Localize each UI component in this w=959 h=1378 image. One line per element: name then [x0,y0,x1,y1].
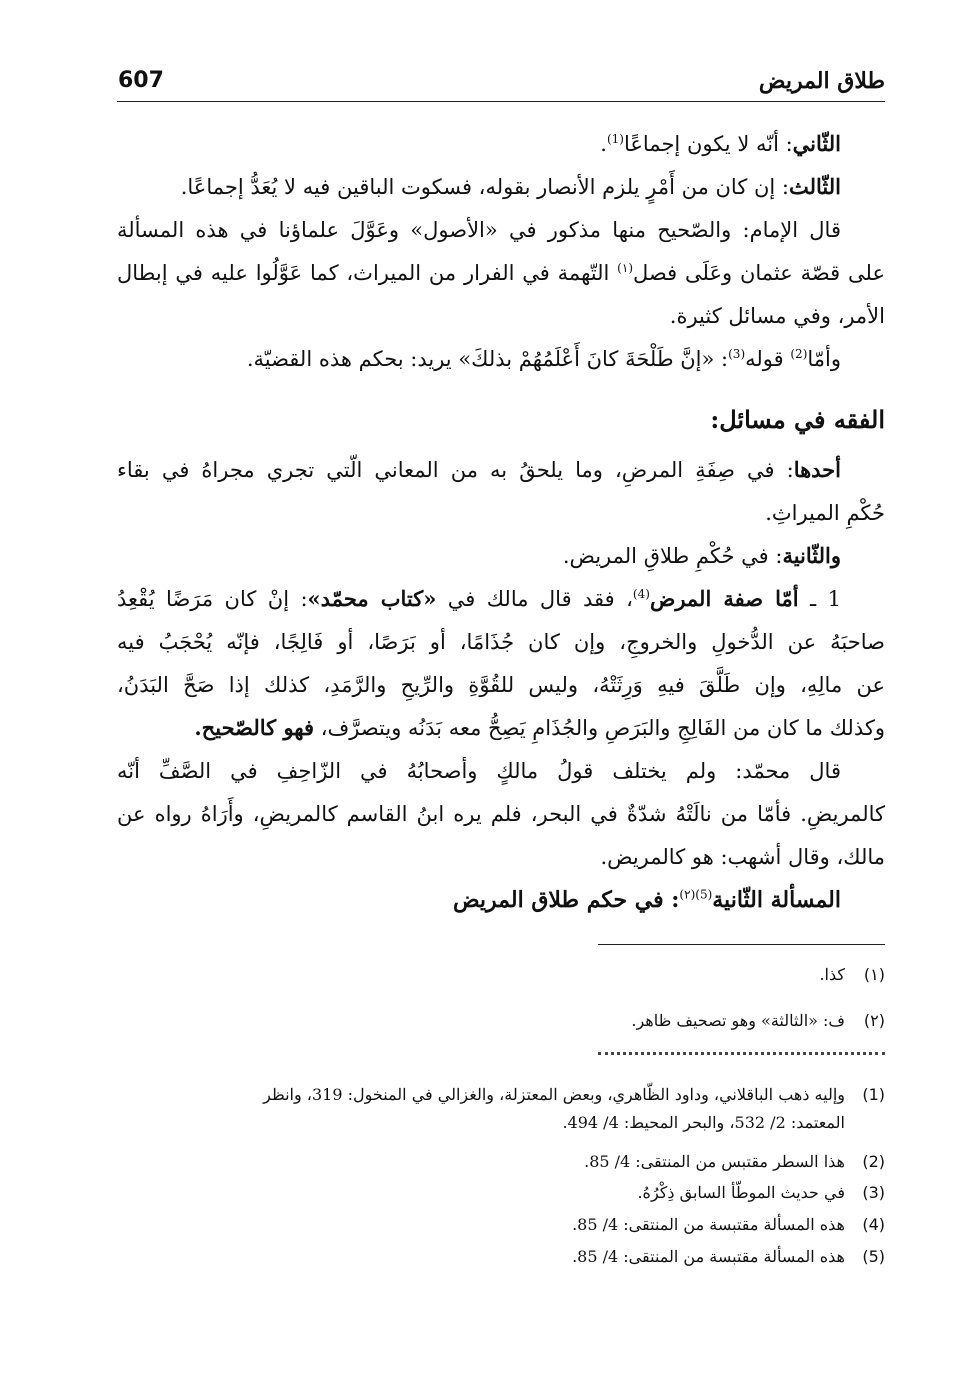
footnote-5: (5)هذه المسألة مقتبسة من المنتقى: 4/ 85. [572,1247,885,1266]
line-11: 1 ـ أمّا صفة المرض$^{(4)}$، فقد قال مالك في «كتاب محمّد»: إنْ كان مَرَضًا يُقْعِدُ [117,586,841,611]
line-09: حُكْمِ الميراثِ. [765,501,885,525]
line-12: صاحبَهُ عن الدُّخولِ والخروجِ، وإن كان جُذَامًا، أو بَرَصًا، أو فَالِجًا، فإنّه يُحْجَبُ فيه [117,630,885,654]
line-02: الثّالث: إن كان من أَمْرٍ يلزم الأنصار بقوله، فسكوت الباقين فيه لا يُعَدُّ إجماعًا. [180,174,841,199]
inner-footnote-2: (٢)ف: «الثالثة» وهو تصحيف ظاهر. [631,1011,885,1030]
section-heading: الفقه في مسائل: [710,405,885,434]
footnote-1: (1)وإليه ذهب الباقلاني، وداود الظّاهري، وبعض المعتزلة، والغزالي في المنخول: 319، وانظر [263,1085,885,1104]
footnote-2: (2)هذا السطر مقتبس من المنتقى: 4/ 85. [584,1152,885,1171]
line-06: وأمّا$^{(2)}$ قوله$^{(3)}$: «إنَّ طَلْحَةَ كانَ أَعْلَمُهُمْ بذلكَ» يريد: بحكم هذه القضيّة. [246,347,841,371]
line-05: الأمر، وفي مسائل كثيرة. [669,304,885,328]
footnote-separator [598,944,885,945]
running-head-title: طلاق المريض [758,68,885,94]
line-18: المسألة الثّانية$^{(5)(٢)}$: في حكم طلاق المريض [452,887,841,913]
line-03: قال الإمام: والصّحيح منها مذكور في «الأصول» وعَوَّلَ علماؤنا في هذه المسألة [117,218,841,242]
line-04: على قصّة عثمان وعَلَى فصل$^{(١)}$ التّهمة في الفرار من الميراث، كما عَوَّلُوا عليه في إبطال [117,261,885,285]
line-01: الثّاني: أنّه لا يكون إجماعًا$^{(1)}$. [600,131,841,156]
line-17: مالك، وقال أشهب: هو كالمريض. [600,845,885,869]
footnote-4: (4)هذه المسألة مقتبسة من المنتقى: 4/ 85. [572,1215,885,1234]
inner-footnote-1: (١)كذا. [819,965,885,984]
line-10: والثّانية: في حُكْمِ طلاقِ المريض. [562,543,841,568]
line-08: أحدها: في صِفَةِ المرضِ، وما يلحقُ به من المعاني الّتي تجري مجراهُ في بقاء [117,457,841,482]
header-rule [117,101,885,102]
footnote-1-cont: المعتمد: 2/ 532، والبحر المحيط: 4/ 494. [562,1113,845,1132]
line-13: عن مالِهِ، وإن طَلَّقَ فيهِ وَرِثَتْهُ، وليس للقُوَّةِ والرِّيحِ والرَّمَدِ، كذلك إذا صَحَّ البَدَنُ، [117,673,885,697]
line-15: قال محمّد: ولم يختلف قولُ مالكٍ وأصحابُهُ في الزّاحِفِ في الصَّفِّ أنّه [117,759,841,783]
footnote-3: (3)في حديث الموطّأ السابق ذِكْرُهُ. [637,1183,885,1202]
line-16: كالمريضِ. فأمّا من نالَتْهُ شدّةٌ في البحر، فلم يره ابنُ القاسم كالمريضِ، وأَرَاهُ رواه عن [117,802,885,826]
dotted-separator [598,1052,885,1055]
line-14: وكذلك ما كان من الفَالِجِ والبَرَصِ والجُذَامِ يَصِحُّ معه بَدَنُه ويتصرَّف، فهو كالصّحيح. [194,715,885,740]
page-number: 607 [118,68,164,93]
